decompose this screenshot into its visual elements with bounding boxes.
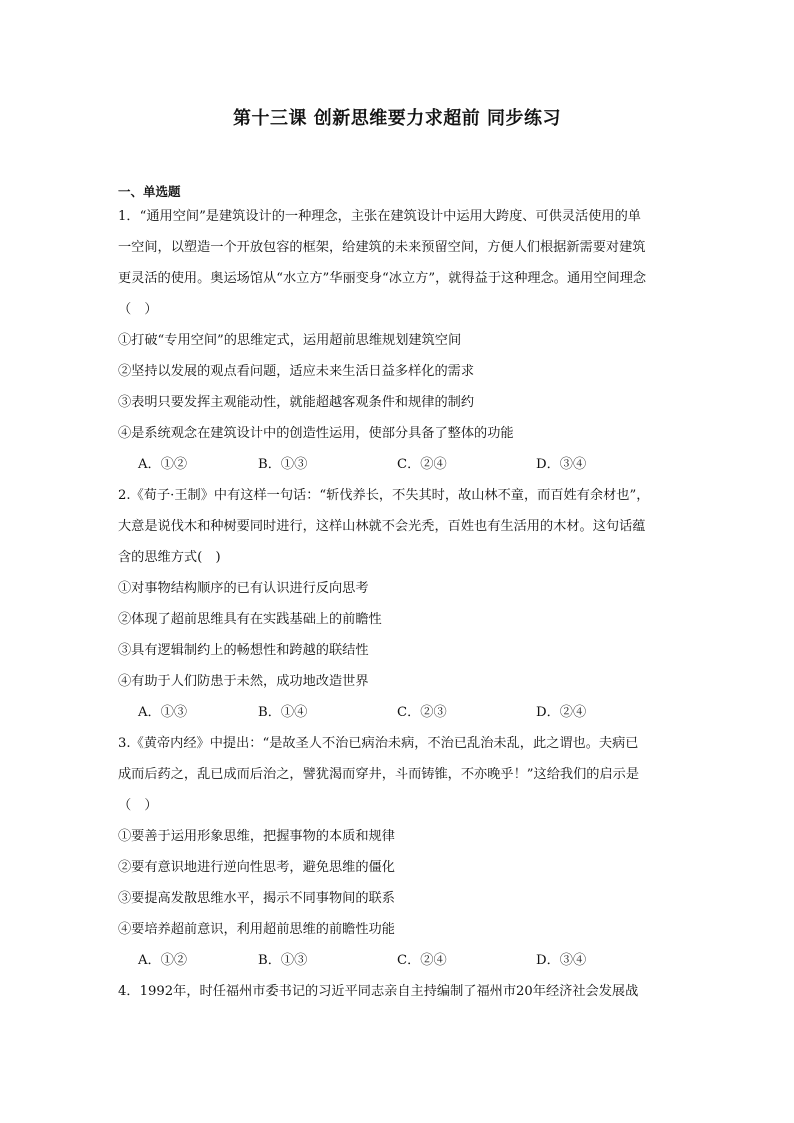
option-b: B．①③ — [258, 953, 308, 968]
option-a: A．①② — [138, 457, 188, 472]
question-2 — [118, 480, 678, 728]
statement-item: ②坚持以发展的观点看问题，适应未来生活日益多样化的需求 — [118, 364, 475, 379]
answer-options — [118, 697, 678, 728]
question-stem-line: 2.《荀子·王制》中有这样一句话：“斩伐养长，不失其时，故山林不童，而百姓有余材也”， — [118, 488, 650, 503]
question-stem-line: （ ） — [118, 302, 158, 317]
question-stem-line: 4．1992年，时任福州市委书记的习近平同志亲自主持编制了福州市20年经济社会发展战 — [118, 984, 639, 999]
question-stem-line: （ ） — [118, 798, 158, 813]
option-d: D．②④ — [536, 705, 587, 720]
question-stem-line: 更灵活的使用。奥运场馆从“水立方”华丽变身“冰立方”，就得益于这种理念。通用空间理念 — [118, 271, 647, 286]
page-title: 第十三课 创新思维要力求超前 同步练习 — [232, 108, 562, 129]
question-3 — [118, 728, 678, 976]
question-stem-line: 成而后药之，乱已成而后治之，譬犹渴而穿井，斗而铸锥，不亦晚乎！”这给我们的启示是 — [118, 767, 640, 782]
option-a: A．①③ — [138, 705, 188, 720]
statement-item: ③要提高发散思维水平，揭示不同事物间的联系 — [118, 891, 395, 906]
question-stem-line: 含的思维方式( ) — [118, 550, 221, 565]
option-b: B．①④ — [258, 705, 308, 720]
questions-container — [118, 201, 678, 1007]
answer-options — [118, 945, 678, 976]
question-stem-line: 一空间，以塑造一个开放包容的框架，给建筑的未来预留空间，方便人们根据新需要对建筑 — [118, 240, 646, 255]
option-c: C．②③ — [397, 705, 447, 720]
statement-item: ③具有逻辑制约上的畅想性和跨越的联结性 — [118, 643, 369, 658]
statement-item: ②要有意识地进行逆向性思考，避免思维的僵化 — [118, 860, 395, 875]
question-stem-line: 大意是说伐木和种树要同时进行，这样山林就不会光秃，百姓也有生活用的木材。这句话蕴 — [118, 519, 646, 534]
question-stem-line: 3.《黄帝内经》中提出：“是故圣人不治已病治未病，不治已乱治未乱，此之谓也。夫病已 — [118, 736, 639, 751]
option-a: A．①② — [138, 953, 188, 968]
statement-item: ①对事物结构顺序的已有认识进行反向思考 — [118, 581, 369, 596]
option-c: C．②④ — [397, 953, 447, 968]
statement-item: ①打破“专用空间”的思维定式，运用超前思维规划建筑空间 — [118, 333, 462, 348]
option-b: B．①③ — [258, 457, 308, 472]
option-c: C．②④ — [397, 457, 447, 472]
section-heading: 一、单选题 — [118, 184, 181, 199]
statement-item: ④要培养超前意识，利用超前思维的前瞻性功能 — [118, 922, 395, 937]
question-stem-line: 1．“通用空间”是建筑设计的一种理念，主张在建筑设计中运用大跨度、可供灵活使用的单 — [118, 209, 641, 224]
question-4 — [118, 976, 678, 1007]
statement-item: ③表明只要发挥主观能动性，就能超越客观条件和规律的制约 — [118, 395, 475, 410]
statement-item: ④有助于人们防患于未然，成功地改造世界 — [118, 674, 369, 689]
statement-item: ②体现了超前思维具有在实践基础上的前瞻性 — [118, 612, 382, 627]
option-d: D．③④ — [536, 953, 587, 968]
statement-item: ①要善于运用形象思维，把握事物的本质和规律 — [118, 829, 395, 844]
answer-options — [118, 449, 678, 480]
option-d: D．③④ — [536, 457, 587, 472]
statement-item: ④是系统观念在建筑设计中的创造性运用，使部分具备了整体的功能 — [118, 426, 514, 441]
question-1 — [118, 201, 678, 480]
